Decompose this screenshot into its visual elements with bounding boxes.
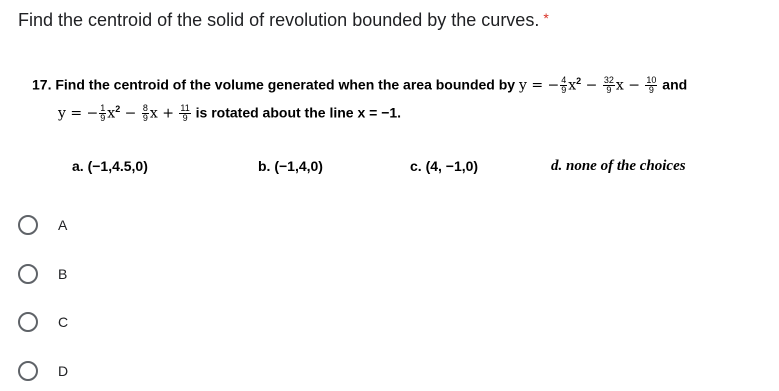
option-c-label: C	[58, 314, 69, 330]
choice-c-text: c. (4, −1,0)	[410, 158, 479, 174]
frac-e: $\frac{8}{9}$	[142, 103, 148, 124]
required-marker: *	[543, 10, 549, 26]
term-e: x	[149, 105, 158, 122]
option-a[interactable]	[18, 215, 218, 239]
question-title	[18, 10, 549, 31]
line2-tail: is rotated about the line x = −1.	[195, 104, 402, 121]
option-b[interactable]	[18, 264, 218, 288]
term-a: x	[568, 77, 577, 94]
option-a-label: A	[58, 217, 68, 233]
option-b-label: B	[58, 266, 68, 282]
choice-a-text: a. (−1,4.5,0)	[72, 158, 148, 174]
op1: −	[581, 77, 602, 94]
eq1-start: y = −	[518, 77, 560, 94]
eq2-start: y = −	[58, 105, 99, 122]
problem-line-1	[32, 76, 687, 95]
problem-line-2	[58, 104, 401, 123]
choice-d-text: d. none of the choices	[551, 158, 686, 174]
term-d: x	[107, 105, 116, 122]
radio-b[interactable]	[18, 264, 38, 284]
choice-b-text: b. (−1,4,0)	[258, 158, 323, 174]
term-a-exp: 2	[576, 76, 582, 86]
op3: −	[120, 105, 141, 122]
and-text: and	[662, 76, 688, 93]
radio-c[interactable]	[18, 312, 38, 332]
op2: −	[623, 77, 645, 94]
term-b: x	[615, 77, 624, 94]
frac-b: $\frac{32}{9}$	[603, 75, 614, 96]
op4: +	[157, 105, 179, 122]
problem-line1-text: 17. Find the centroid of the volume generated when the area bounded by	[32, 76, 516, 93]
question-title-text: Find the centroid of the solid of revolution bounded by the curves.	[18, 10, 540, 30]
frac-c: $\frac{10}{9}$	[646, 75, 657, 96]
radio-a[interactable]	[18, 215, 38, 235]
option-d[interactable]	[18, 361, 218, 385]
term-d-exp: 2	[115, 104, 121, 114]
radio-d[interactable]	[18, 361, 38, 381]
option-c[interactable]	[18, 312, 218, 336]
frac-f: $\frac{11}{9}$	[180, 103, 190, 124]
frac-d: $\frac{1}{9}$	[100, 103, 106, 124]
option-d-label: D	[58, 363, 69, 379]
frac-a: $\frac{4}{9}$	[561, 75, 567, 96]
